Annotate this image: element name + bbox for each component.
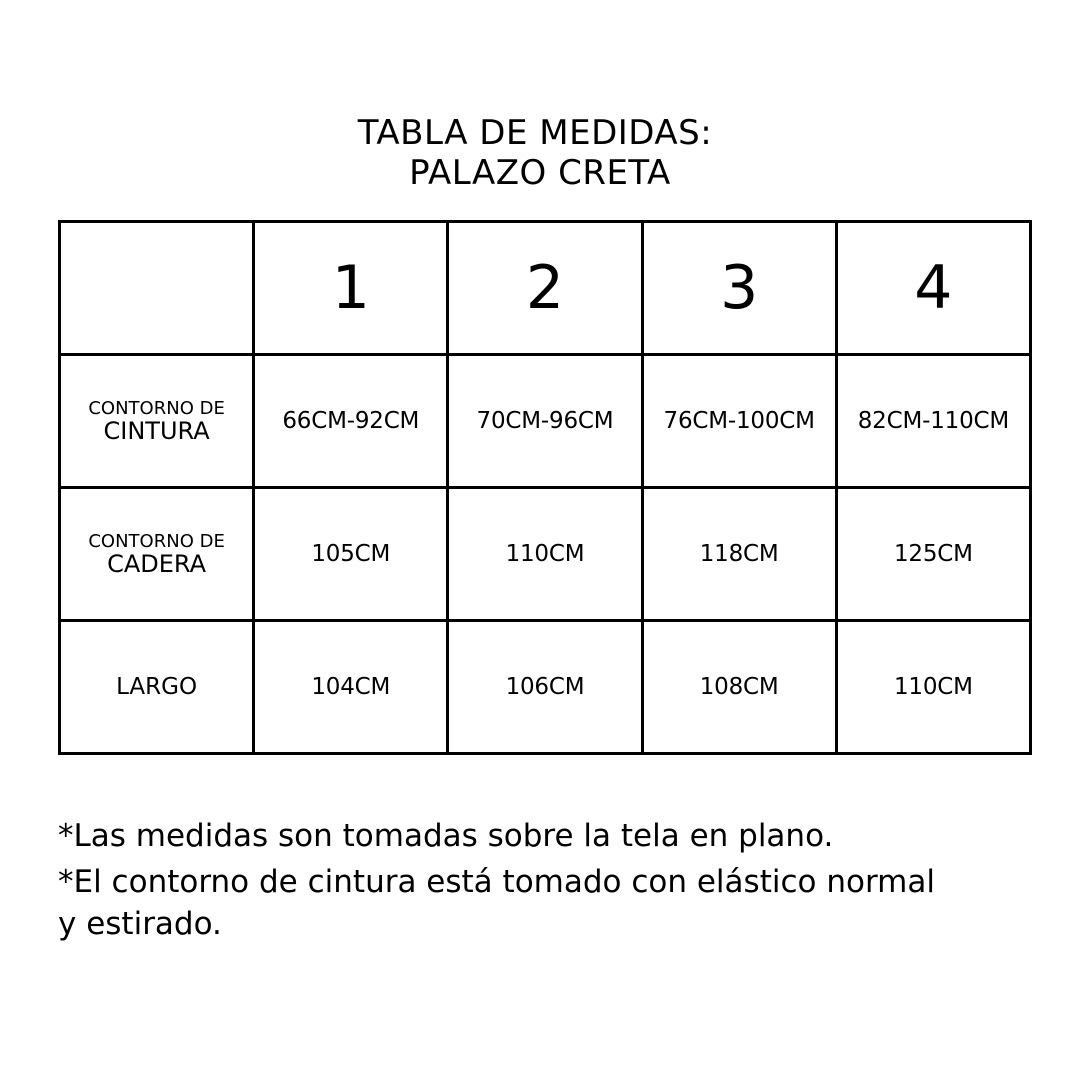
table-cell: 118CM — [642, 488, 836, 621]
note-1: *Las medidas son tomadas sobre la tela en plano. — [58, 818, 834, 854]
row-label-big: CINTURA — [103, 417, 210, 445]
row-label-big: CADERA — [107, 550, 207, 578]
size-header-2: 2 — [448, 222, 642, 355]
table-row — [60, 621, 1031, 754]
title-line-2: PALAZO CRETA — [409, 153, 671, 193]
title-line-1: TABLA DE MEDIDAS: — [357, 113, 713, 153]
table-cell: 105CM — [254, 488, 448, 621]
table-cell: 108CM — [642, 621, 836, 754]
table-header-row — [60, 222, 1031, 355]
table-row — [60, 355, 1031, 488]
table-cell: 125CM — [836, 488, 1030, 621]
table-cell: 66CM-92CM — [254, 355, 448, 488]
table-cell: 110CM — [836, 621, 1030, 754]
size-header-1: 1 — [254, 222, 448, 355]
row-label-small: CONTORNO DE — [88, 531, 225, 552]
row-label-cadera — [60, 488, 254, 621]
size-chart-table — [58, 220, 1032, 755]
row-label-largo: LARGO — [60, 621, 254, 754]
table-cell: 76CM-100CM — [642, 355, 836, 488]
page-title — [0, 113, 1080, 193]
empty-corner-cell — [60, 222, 254, 355]
size-header-3: 3 — [642, 222, 836, 355]
table-cell: 70CM-96CM — [448, 355, 642, 488]
row-label-cintura — [60, 355, 254, 488]
note-2: *El contorno de cintura está tomado con elástico normal y estirado. — [58, 864, 935, 942]
table-cell: 104CM — [254, 621, 448, 754]
table-cell: 82CM-110CM — [836, 355, 1030, 488]
notes — [58, 814, 1048, 945]
table-row — [60, 488, 1031, 621]
table-cell: 106CM — [448, 621, 642, 754]
row-label-small: CONTORNO DE — [88, 398, 225, 419]
size-header-4: 4 — [836, 222, 1030, 355]
table-cell: 110CM — [448, 488, 642, 621]
